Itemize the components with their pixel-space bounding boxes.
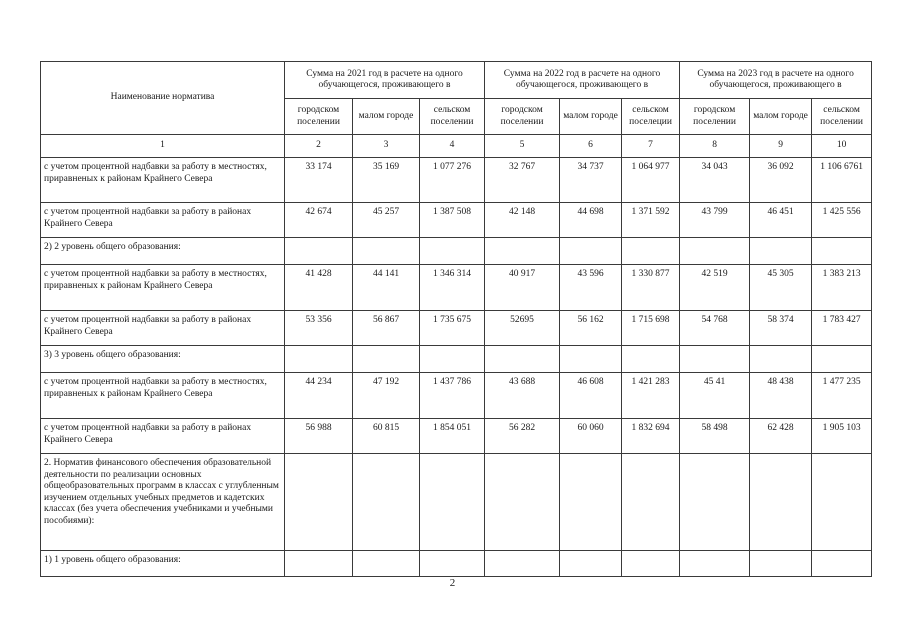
row-label: с учетом процентной надбавки за работу в местностях, приравненых к районам Крайнего Севера [41, 373, 285, 419]
col-number: 4 [420, 135, 485, 158]
value-cell: 43 688 [485, 373, 560, 419]
value-cell: 1 064 977 [622, 158, 680, 203]
header-year-2022: Сумма на 2022 год в расчете на одного обучающегося, проживающего в [485, 62, 680, 99]
header-settlement: малом городе [750, 99, 812, 135]
value-cell: 56 867 [353, 311, 420, 346]
col-number: 3 [353, 135, 420, 158]
normative-table [40, 61, 872, 577]
value-cell [812, 551, 872, 577]
header-year-2023: Сумма на 2023 год в расчете на одного обучающегося, проживающего в [680, 62, 872, 99]
col-number: 8 [680, 135, 750, 158]
row-label: с учетом процентной надбавки за работу в местностях, приравненых к районам Крайнего Севера [41, 265, 285, 311]
value-cell: 42 148 [485, 203, 560, 238]
value-cell [285, 346, 353, 373]
value-cell [285, 238, 353, 265]
table-row [41, 419, 872, 454]
row-label: с учетом процентной надбавки за работу в местностях, приравненых к районам Крайнего Севера [41, 158, 285, 203]
value-cell: 44 141 [353, 265, 420, 311]
value-cell: 1 425 556 [812, 203, 872, 238]
value-cell [420, 454, 485, 551]
col-number: 5 [485, 135, 560, 158]
header-row-col-numbers [41, 135, 872, 158]
value-cell [285, 454, 353, 551]
value-cell: 60 815 [353, 419, 420, 454]
value-cell: 40 917 [485, 265, 560, 311]
value-cell [750, 238, 812, 265]
value-cell [485, 454, 560, 551]
table-row [41, 454, 872, 551]
value-cell: 1 421 283 [622, 373, 680, 419]
header-row-years [41, 62, 872, 99]
value-cell [353, 238, 420, 265]
value-cell: 1 715 698 [622, 311, 680, 346]
value-cell [353, 551, 420, 577]
row-label: 1) 1 уровень общего образования: [41, 551, 285, 577]
value-cell [622, 238, 680, 265]
value-cell [485, 346, 560, 373]
col-number: 1 [41, 135, 285, 158]
value-cell: 45 41 [680, 373, 750, 419]
value-cell: 1 735 675 [420, 311, 485, 346]
header-year-2021: Сумма на 2021 год в расчете на одного обучающегося, проживающего в [285, 62, 485, 99]
value-cell [680, 238, 750, 265]
value-cell [680, 454, 750, 551]
value-cell: 42 519 [680, 265, 750, 311]
value-cell [285, 551, 353, 577]
value-cell [420, 238, 485, 265]
value-cell: 43 596 [560, 265, 622, 311]
header-settlement: городском поселении [680, 99, 750, 135]
value-cell: 1 477 235 [812, 373, 872, 419]
value-cell: 58 374 [750, 311, 812, 346]
header-settlement: сельском поселении [420, 99, 485, 135]
value-cell: 34 043 [680, 158, 750, 203]
value-cell [622, 346, 680, 373]
table-row [41, 373, 872, 419]
value-cell: 1 077 276 [420, 158, 485, 203]
value-cell [560, 551, 622, 577]
value-cell [750, 346, 812, 373]
value-cell: 41 428 [285, 265, 353, 311]
value-cell: 1 371 592 [622, 203, 680, 238]
value-cell [680, 346, 750, 373]
col-number: 10 [812, 135, 872, 158]
value-cell [750, 454, 812, 551]
table-row [41, 265, 872, 311]
value-cell: 34 737 [560, 158, 622, 203]
value-cell: 44 698 [560, 203, 622, 238]
value-cell: 1 383 213 [812, 265, 872, 311]
value-cell: 1 437 786 [420, 373, 485, 419]
table-row [41, 346, 872, 373]
value-cell [622, 454, 680, 551]
row-label: 2) 2 уровень общего образования: [41, 238, 285, 265]
value-cell: 47 192 [353, 373, 420, 419]
value-cell [560, 238, 622, 265]
header-name-col: Наименование норматива [41, 62, 285, 135]
header-settlement: городском поселении [485, 99, 560, 135]
value-cell: 1 783 427 [812, 311, 872, 346]
col-number: 6 [560, 135, 622, 158]
value-cell: 53 356 [285, 311, 353, 346]
value-cell: 1 832 694 [622, 419, 680, 454]
col-number: 9 [750, 135, 812, 158]
row-label: с учетом процентной надбавки за работу в районах Крайнего Севера [41, 311, 285, 346]
value-cell [812, 454, 872, 551]
value-cell [680, 551, 750, 577]
col-number: 2 [285, 135, 353, 158]
value-cell: 48 438 [750, 373, 812, 419]
row-label: с учетом процентной надбавки за работу в районах Крайнего Севера [41, 203, 285, 238]
table-row [41, 238, 872, 265]
value-cell: 1 106 6761 [812, 158, 872, 203]
page-number: 2 [449, 577, 456, 589]
header-settlement: городском поселении [285, 99, 353, 135]
table-row [41, 311, 872, 346]
value-cell [560, 346, 622, 373]
value-cell: 33 174 [285, 158, 353, 203]
value-cell: 1 905 103 [812, 419, 872, 454]
value-cell: 1 387 508 [420, 203, 485, 238]
value-cell: 35 169 [353, 158, 420, 203]
value-cell: 1 854 051 [420, 419, 485, 454]
value-cell: 1 330 877 [622, 265, 680, 311]
table-row [41, 551, 872, 577]
value-cell: 45 257 [353, 203, 420, 238]
header-settlement: малом городе [353, 99, 420, 135]
value-cell: 52695 [485, 311, 560, 346]
value-cell: 43 799 [680, 203, 750, 238]
value-cell: 1 346 314 [420, 265, 485, 311]
header-settlement: сельском поселении [812, 99, 872, 135]
header-settlement: малом городе [560, 99, 622, 135]
value-cell: 36 092 [750, 158, 812, 203]
value-cell [353, 346, 420, 373]
row-label: 2. Норматив финансового обеспечения образовательной деятельности по реализации основных общеобразовательных программ в классах с углубленным изучением отдельных учебных предметов и кадетских классах (без учета обеспечения учебниками и учебными пособиями): [41, 454, 285, 551]
value-cell [812, 346, 872, 373]
row-label: 3) 3 уровень общего образования: [41, 346, 285, 373]
value-cell: 62 428 [750, 419, 812, 454]
value-cell: 44 234 [285, 373, 353, 419]
table-row [41, 158, 872, 203]
value-cell [485, 238, 560, 265]
value-cell [812, 238, 872, 265]
value-cell [485, 551, 560, 577]
value-cell: 56 988 [285, 419, 353, 454]
value-cell: 58 498 [680, 419, 750, 454]
value-cell [560, 454, 622, 551]
value-cell: 56 282 [485, 419, 560, 454]
value-cell: 56 162 [560, 311, 622, 346]
header-settlement: сельском поселеции [622, 99, 680, 135]
value-cell [353, 454, 420, 551]
value-cell: 42 674 [285, 203, 353, 238]
value-cell: 45 305 [750, 265, 812, 311]
value-cell [622, 551, 680, 577]
value-cell: 46 608 [560, 373, 622, 419]
table-row [41, 203, 872, 238]
value-cell: 32 767 [485, 158, 560, 203]
value-cell: 60 060 [560, 419, 622, 454]
value-cell [750, 551, 812, 577]
row-label: с учетом процентной надбавки за работу в районах Крайнего Севера [41, 419, 285, 454]
value-cell: 46 451 [750, 203, 812, 238]
value-cell [420, 346, 485, 373]
value-cell: 54 768 [680, 311, 750, 346]
value-cell [420, 551, 485, 577]
col-number: 7 [622, 135, 680, 158]
